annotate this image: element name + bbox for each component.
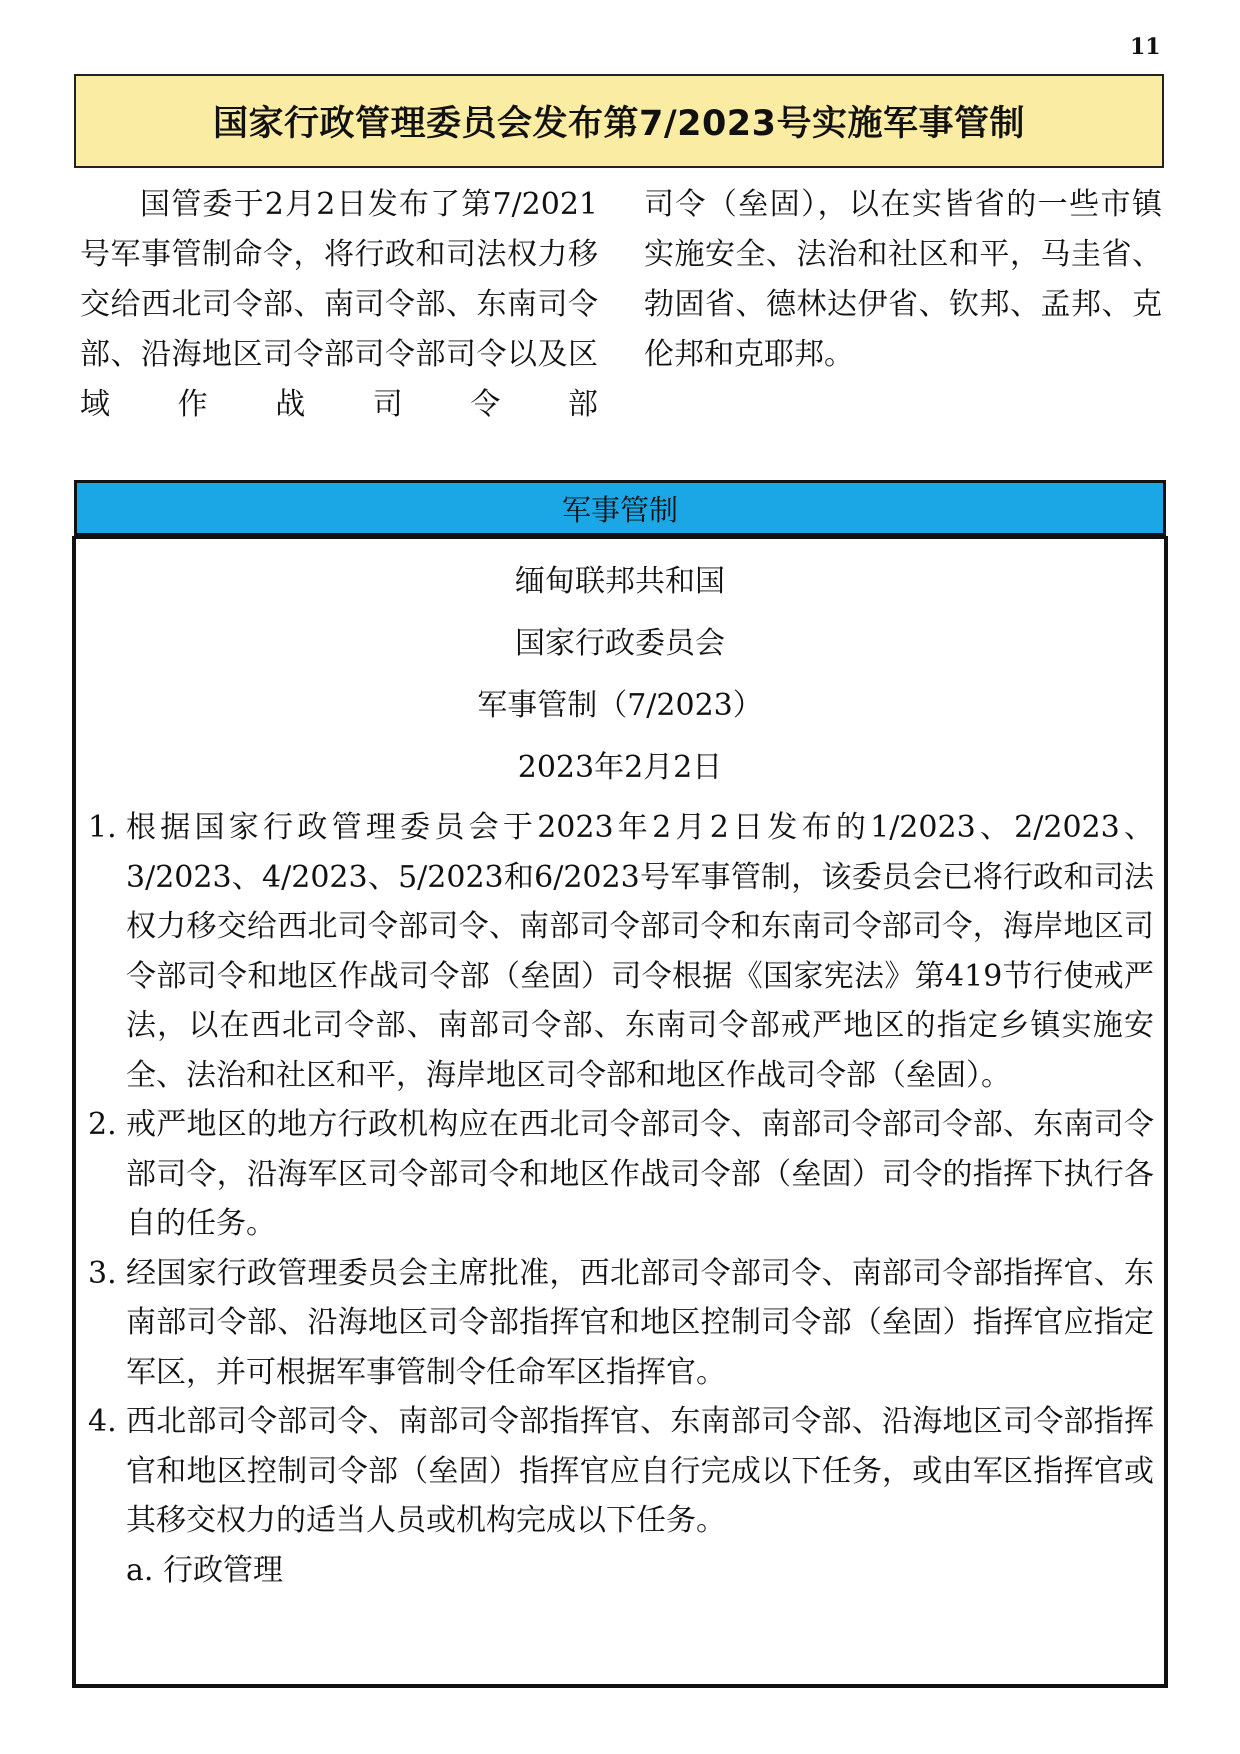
item-number: 3. (88, 1255, 117, 1291)
item-text: 根据国家行政管理委员会于2023年2月2日发布的1/2023、2/2023、3/2023、4/2023、5/2023和6/2023号军事管制，该委员会已将行政和司法权力移交给西北司令部司令、南部司令部司令和东南司令部司令，海岸地区司令部司令和地区作战司令部（垒固）司令根据《国家宪法》第419节行使戒严法，以在西北司令部、南部司令部、东南司令部戒严地区的指定乡镇实施安全、法治和社区和平，海岸地区司令部和地区作战司令部（垒固）。 (126, 810, 1154, 1093)
intro-left-column: 国管委于2月2日发布了第7/2021号军事管制命令，将行政和司法权力移交给西北司令部、南司令部、东南司令部、沿海地区司令部司令部司令以及区域作战司令部 (80, 187, 598, 422)
item-text: 戒严地区的地方行政机构应在西北司令部司令、南部司令部司令部、东南司令部司令，沿海军区司令部司令和地区作战司令部（垒固）司令的指挥下执行各自的任务。 (126, 1107, 1154, 1241)
list-item (88, 1249, 1154, 1398)
order-items (76, 803, 1164, 1595)
item-number: 4. (88, 1404, 117, 1439)
item-number: 1. (88, 810, 117, 845)
item-text: 经国家行政管理委员会主席批准，西北部司令部司令、南部司令部指挥官、东南部司令部、沿海地区司令部指挥官和地区控制司令部（垒固）指挥官应指定军区，并可根据军事管制令任命军区指挥官。 (126, 1255, 1154, 1390)
headline-box (74, 74, 1164, 168)
section-body (72, 536, 1168, 1688)
intro-right-column: 司令（垒固），以在实皆省的一些市镇实施安全、法治和社区和平，马圭省、勃固省、德林达伊省、钦邦、孟邦、克伦邦和克耶邦。 (644, 187, 1162, 372)
council-name: 国家行政委员会 (515, 626, 725, 661)
intro-paragraph (80, 180, 1162, 430)
order-date: 2023年2月2日 (517, 750, 723, 785)
order-title: 军事管制（7/2023） (477, 688, 763, 723)
list-item (88, 803, 1154, 1100)
country-name: 缅甸联邦共和国 (515, 564, 725, 599)
section-header: 军事管制 (74, 480, 1166, 536)
item-number: 2. (88, 1107, 117, 1142)
item-text: 西北部司令部司令、南部司令部指挥官、东南部司令部、沿海地区司令部指挥官和地区控制司令部（垒固）指挥官应自行完成以下任务，或由军区指挥官或其移交权力的适当人员或机构完成以下任务。 (126, 1404, 1154, 1538)
page-number: 11 (1130, 34, 1161, 60)
sub-item: a. 行政管理 (126, 1552, 283, 1588)
list-item (88, 1100, 1154, 1249)
list-item (88, 1397, 1154, 1546)
headline: 国家行政管理委员会发布第7/2023号实施军事管制 (212, 104, 1026, 144)
